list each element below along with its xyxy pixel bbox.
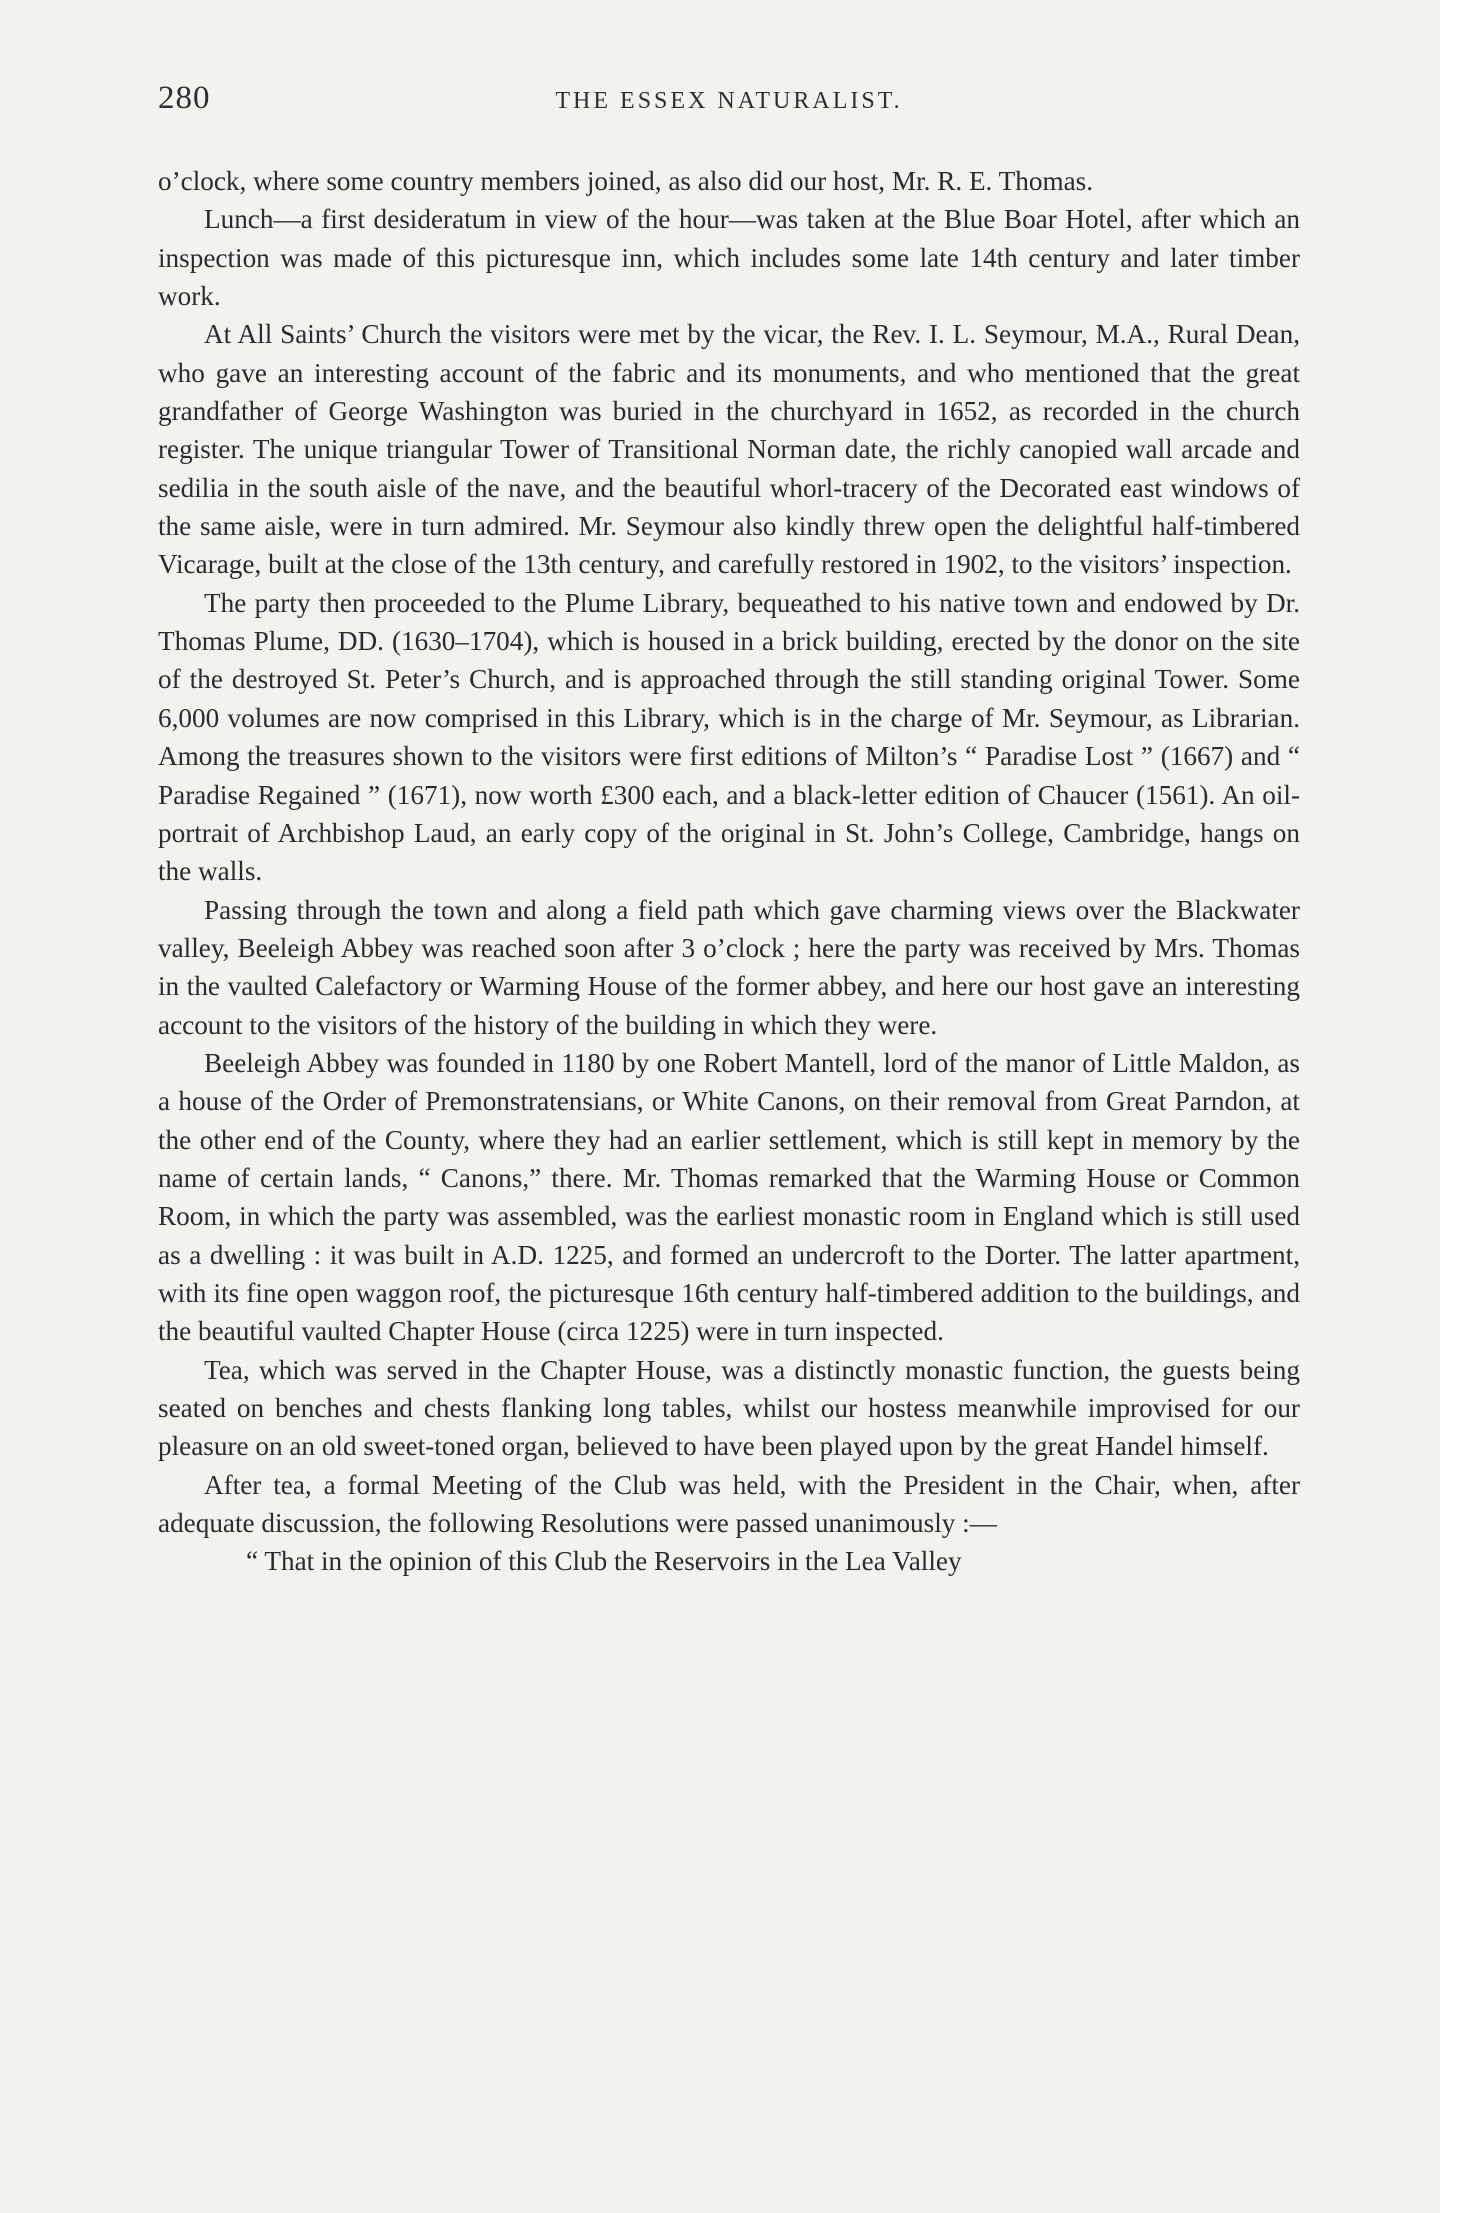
body-text [158, 162, 1300, 1581]
paragraph: Lunch—a first desideratum in view of the hour—was taken at the Blue Boar Hotel, after which an inspection was made of this picturesque inn, which includes some late 14th century and later timber work. [158, 204, 1300, 312]
page-header [158, 80, 1300, 130]
paragraph: Tea, which was served in the Chapter House, was a distinctly monastic function, the guests being seated on benches and chests flanking long tables, whilst our hostess meanwhile improvised for our pleasure on an old sweet-toned organ, believed to have been played upon by the great Handel himself. [158, 1354, 1300, 1462]
paragraph: After tea, a formal Meeting of the Club was held, with the President in the Chair, when, after adequate discussion, the following Resolutions were passed unanimously :— [158, 1469, 1300, 1539]
paragraph: o’clock, where some country members joined, as also did our host, Mr. R. E. Thomas. [158, 166, 1094, 196]
paragraph: Passing through the town and along a field path which gave charming views over the Blackwater valley, Beeleigh Abbey was reached soon after 3 o’clock ; here the party was received by Mrs. Thomas in the vaulted Calefactory or Warming House of the former abbey, and here our host gave an interesting account to the visitors of the history of the building in which they were. [158, 894, 1300, 1040]
running-title: THE ESSEX NATURALIST. [555, 88, 903, 114]
scan-margin [1440, 0, 1475, 2213]
page-number: 280 [158, 80, 211, 116]
paragraph: The party then proceeded to the Plume Library, bequeathed to his native town and endowed by Dr. Thomas Plume, DD. (1630–1704), which is housed in a brick building, erected by the donor on the site of the destroyed St. Peter’s Church, and is approached through the still standing original Tower. Some 6,000 volumes are now comprised in this Library, which is in the charge of Mr. Seymour, as Librarian. Among the treasures shown to the visitors were first editions of Milton’s “ Paradise Lost ” (1667) and “ Paradise Regained ” (1671), now worth £300 each, and a black-letter edition of Chaucer (1561). An oil-portrait of Archbishop Laud, an early copy of the original in St. John’s College, Cambridge, hangs on the walls. [158, 587, 1300, 887]
quoted-resolution: “ That in the opinion of this Club the Reservoirs in the Lea Valley [246, 1546, 962, 1577]
paragraph: At All Saints’ Church the visitors were met by the vicar, the Rev. I. L. Seymour, M.A., Rural Dean, who gave an interesting account of the fabric and its monuments, and who mentioned that the great grandfather of George Washington was buried in the churchyard in 1652, as recorded in the church register. The unique triangular Tower of Transitional Norman date, the richly canopied wall arcade and sedilia in the south aisle of the nave, and the beautiful whorl-tracery of the Decorated east windows of the same aisle, were in turn admired. Mr. Seymour also kindly threw open the delightful half-timbered Vicarage, built at the close of the 13th century, and carefully restored in 1902, to the visitors’ inspection. [158, 319, 1300, 580]
paragraph: Beeleigh Abbey was founded in 1180 by one Robert Mantell, lord of the manor of Little Maldon, as a house of the Order of Premonstratensians, or White Canons, on their removal from Great Parndon, at the other end of the County, where they had an earlier settlement, which is still kept in memory by the name of certain lands, “ Canons,” there. Mr. Thomas remarked that the Warming House or Common Room, in which the party was assembled, was the earliest monastic room in England which is still used as a dwelling : it was built in A.D. 1225, and formed an undercroft to the Dorter. The latter apartment, with its fine open waggon roof, the picturesque 16th century half-timbered addition to the buildings, and the beautiful vaulted Chapter House (circa 1225) were in turn inspected. [158, 1047, 1300, 1347]
